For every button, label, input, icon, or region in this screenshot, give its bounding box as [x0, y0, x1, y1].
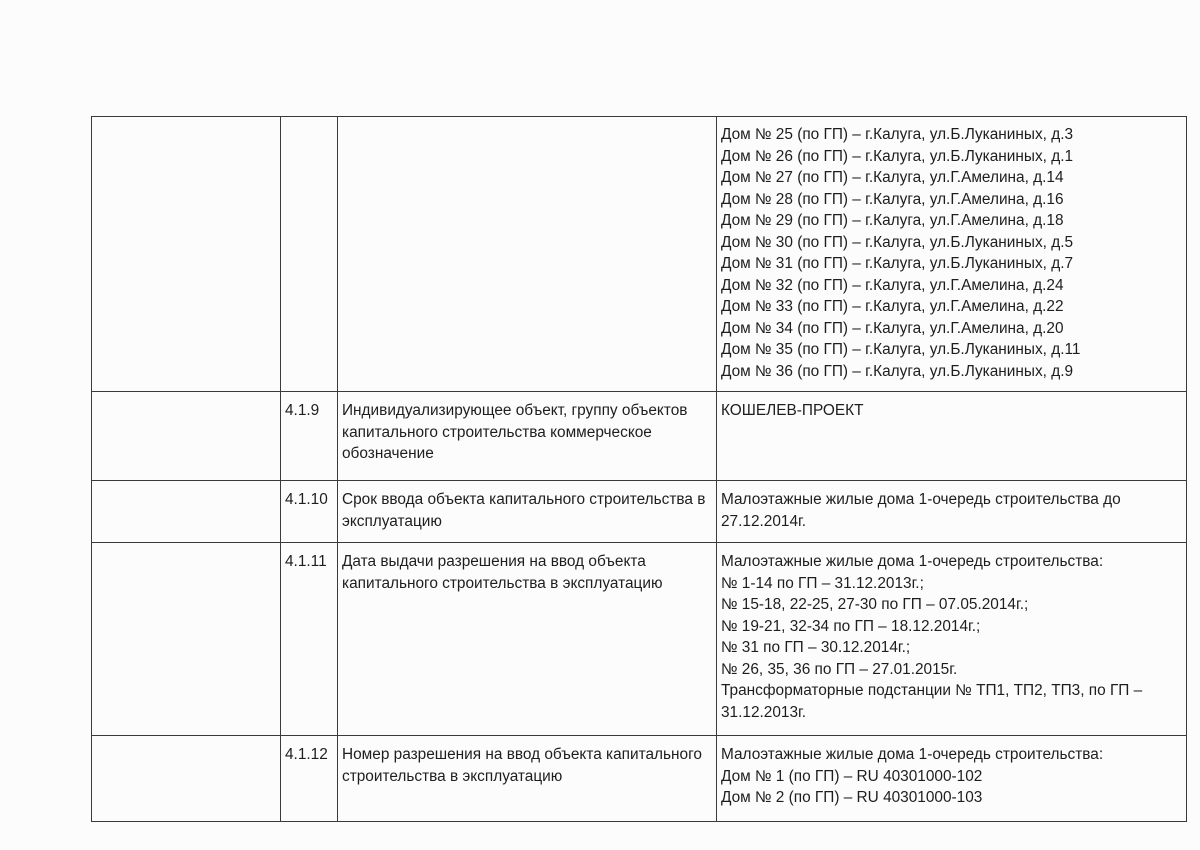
- table-row: [92, 543, 1187, 736]
- item-label: Дата выдачи разрешения на ввод объекта капитального строительства в эксплуатацию: [338, 543, 717, 736]
- value-line: Дом № 26 (по ГП) – г.Калуга, ул.Б.Луканиных, д.1: [721, 147, 1074, 165]
- table-row: [92, 481, 1187, 543]
- section-cell: [92, 736, 281, 822]
- item-number: [281, 117, 338, 392]
- item-label: Индивидуализирующее объект, группу объектов капитального строительства коммерческое обозначение: [338, 392, 717, 481]
- value-line: Дом № 1 (по ГП) – RU 40301000-102: [721, 767, 983, 785]
- item-label: Номер разрешения на ввод объекта капитального строительства в эксплуатацию: [338, 736, 717, 822]
- value-line: Малоэтажные жилые дома 1-очередь строительства:: [721, 746, 1104, 763]
- item-number: 4.1.9: [281, 392, 338, 481]
- section-cell: [92, 543, 281, 736]
- value-line: Дом № 32 (по ГП) – г.Калуга, ул.Г.Амелина, д.24: [721, 276, 1064, 294]
- project-declaration-table: [91, 116, 1187, 822]
- value-line: 27.12.2014г.: [721, 512, 807, 530]
- value-line: Дом № 27 (по ГП) – г.Калуга, ул.Г.Амелина, д.14: [721, 169, 1064, 186]
- item-number: 4.1.10: [281, 481, 338, 543]
- item-number: 4.1.12: [281, 736, 338, 822]
- value-line: Дом № 29 (по ГП) – г.Калуга, ул.Г.Амелина, д.18: [721, 212, 1064, 229]
- value-line: № 15-18, 22-25, 27-30 по ГП – 07.05.2014г.;: [721, 596, 1029, 613]
- value-line: Дом № 25 (по ГП) – г.Калуга, ул.Б.Луканиных, д.3: [721, 126, 1074, 143]
- value-line: Дом № 30 (по ГП) – г.Калуга, ул.Б.Луканиных, д.5: [721, 233, 1074, 251]
- item-value: [717, 392, 1187, 481]
- value-line: Дом № 35 (по ГП) – г.Калуга, ул.Б.Луканиных, д.11: [721, 341, 1081, 358]
- value-line: № 19-21, 32-34 по ГП – 18.12.2014г.;: [721, 617, 981, 635]
- value-line: Малоэтажные жилые дома 1-очередь строительства до: [721, 491, 1121, 508]
- section-cell: [92, 392, 281, 481]
- value-line: № 31 по ГП – 30.12.2014г.;: [721, 639, 911, 656]
- item-value: [717, 736, 1187, 822]
- item-value: [717, 117, 1187, 392]
- value-line: Дом № 28 (по ГП) – г.Калуга, ул.Г.Амелина, д.16: [721, 190, 1064, 208]
- value-line: № 26, 35, 36 по ГП – 27.01.2015г.: [721, 660, 958, 678]
- item-label: Срок ввода объекта капитального строительства в эксплуатацию: [338, 481, 717, 543]
- item-value: [717, 543, 1187, 736]
- value-line: Дом № 36 (по ГП) – г.Калуга, ул.Б.Луканиных, д.9: [721, 362, 1074, 380]
- section-cell: [92, 117, 281, 392]
- item-label: [338, 117, 717, 392]
- section-cell: [92, 481, 281, 543]
- value-line: Дом № 31 (по ГП) – г.Калуга, ул.Б.Луканиных, д.7: [721, 255, 1074, 272]
- value-line: Дом № 33 (по ГП) – г.Калуга, ул.Г.Амелина, д.22: [721, 298, 1064, 315]
- value-line: № 1-14 по ГП – 31.12.2013г.;: [721, 574, 924, 592]
- item-number: 4.1.11: [281, 543, 338, 736]
- value-line: КОШЕЛЕВ-ПРОЕКТ: [721, 402, 864, 419]
- value-line: Дом № 34 (по ГП) – г.Калуга, ул.Г.Амелина, д.20: [721, 319, 1064, 337]
- table-row: [92, 117, 1187, 392]
- item-value: [717, 481, 1187, 543]
- value-line: 31.12.2013г.: [721, 703, 807, 721]
- table-row: [92, 392, 1187, 481]
- value-line: Трансформаторные подстанции № ТП1, ТП2, ТП3, по ГП –: [721, 682, 1143, 699]
- value-line: Дом № 2 (по ГП) – RU 40301000-103: [721, 789, 983, 806]
- value-line: Малоэтажные жилые дома 1-очередь строительства:: [721, 553, 1104, 570]
- table-row: [92, 736, 1187, 822]
